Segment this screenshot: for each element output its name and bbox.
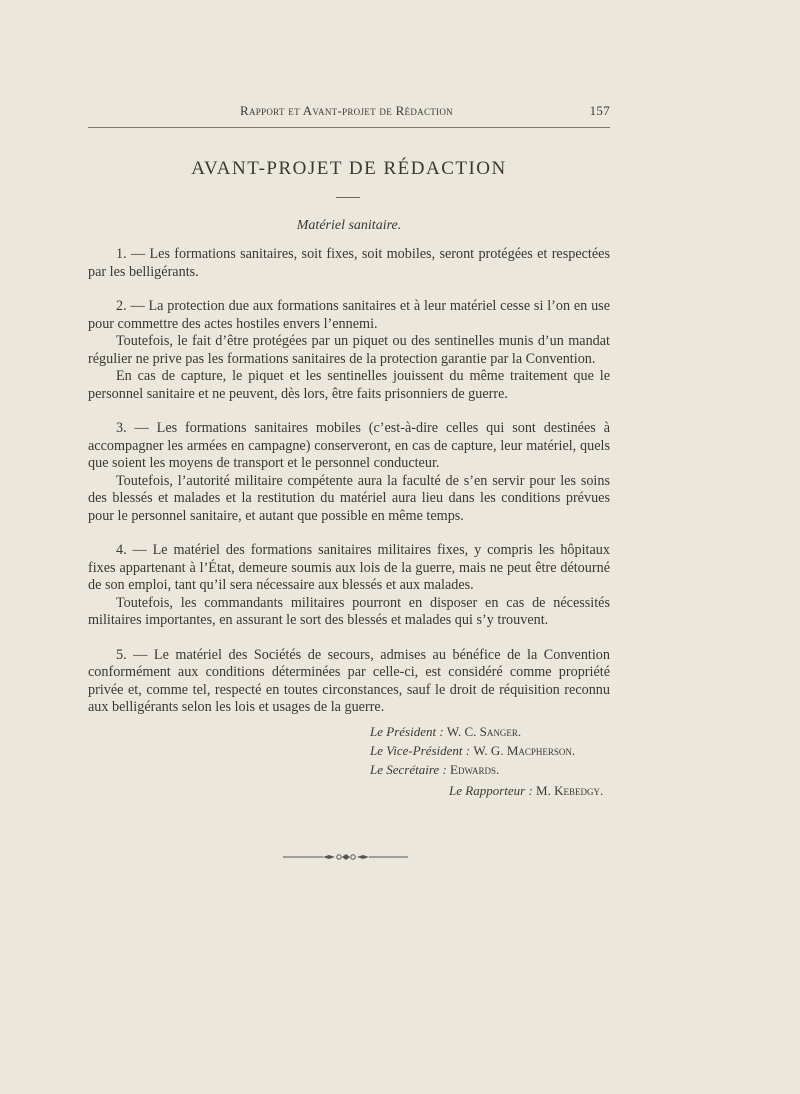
title-rule bbox=[336, 197, 360, 198]
signature-role: Le Secrétaire : bbox=[370, 762, 447, 777]
signature-secretary bbox=[370, 760, 499, 779]
signature-name: W. G. Macpherson. bbox=[473, 743, 576, 758]
signature-name: M. Kebedgy. bbox=[536, 783, 604, 798]
article-4: 4. — Le matériel des formations sanitaires militaires fixes, y compris les hôpitaux fixes appartenant à l’État, demeure soumis aux lois de la guerre, mais ne peut être détourné de son emploi, tant qu’il sera nécessaire aux blessés et aux malades. bbox=[88, 542, 610, 593]
signature-rapporteur bbox=[449, 781, 603, 800]
body-text bbox=[88, 246, 610, 717]
article-2-paragraph-3: En cas de capture, le piquet et les sentinelles jouissent du même traitement que le personnel sanitaire et ne peuvent, dès lors, être faits prisonniers de guerre. bbox=[88, 368, 610, 402]
running-title: Rapport et Avant-projet de Rédaction bbox=[240, 103, 453, 118]
signature-name: W. C. Sanger. bbox=[446, 724, 522, 739]
article-5: 5. — Le matériel des Sociétés de secours, admises au bénéfice de la Convention conformément aux conditions déterminées par celle-ci, est considéré comme propriété privée et, comme tel, respecté en toutes circonstances, sauf le droit de réquisition reconnu aux belligérants selon les lois et usages de la guerre. bbox=[88, 646, 610, 715]
article-4-paragraph-2: Toutefois, les commandants militaires pourront en disposer en cas de nécessités militaires importantes, en assurant le sort des blessés et malades qui s’y trouvent. bbox=[88, 594, 610, 628]
article-2: 2. — La protection due aux formations sanitaires et à leur matériel cesse si l’on en use pour commettre des actes hostiles envers l’ennemi. bbox=[88, 298, 610, 332]
article-2-paragraph-2: Toutefois, le fait d’être protégées par un piquet ou des sentinelles munis d’un mandat régulier ne prive pas les formations sanitaires de la protection garantie par la Convention. bbox=[88, 333, 610, 367]
signature-role: Le Président : bbox=[370, 724, 444, 739]
signature-name: Edwards. bbox=[450, 762, 500, 777]
header-rule bbox=[88, 127, 610, 128]
section-heading: Matériel sanitaire. bbox=[296, 218, 402, 233]
signature-president bbox=[370, 722, 521, 741]
article-3-paragraph-2: Toutefois, l’autorité militaire compétente aura la faculté de s’en servir pour les soins des blessés et malades et la restitution du matériel aura lieu dans les conditions prévues pour le personnel sanitaire, et autant que possible en même temps. bbox=[88, 472, 610, 524]
running-head bbox=[88, 103, 610, 123]
article-1: 1. — Les formations sanitaires, soit fixes, soit mobiles, seront protégées et respectées par les belligérants. bbox=[88, 246, 610, 280]
document-title: AVANT-PROJET DE RÉDACTION bbox=[191, 158, 507, 179]
page-number: 157 bbox=[589, 103, 610, 118]
article-3: 3. — Les formations sanitaires mobiles (c’est-à-dire celles qui sont destinées à accompagner les armées en campagne) conserveront, en cas de capture, leur matériel, quels que soient les moyens de transport et le personnel conducteur. bbox=[88, 420, 610, 471]
end-ornament bbox=[283, 851, 408, 863]
signature-role: Le Rapporteur : bbox=[449, 783, 533, 798]
signature-vice-president bbox=[370, 741, 575, 760]
signature-role: Le Vice-Président : bbox=[370, 743, 471, 758]
